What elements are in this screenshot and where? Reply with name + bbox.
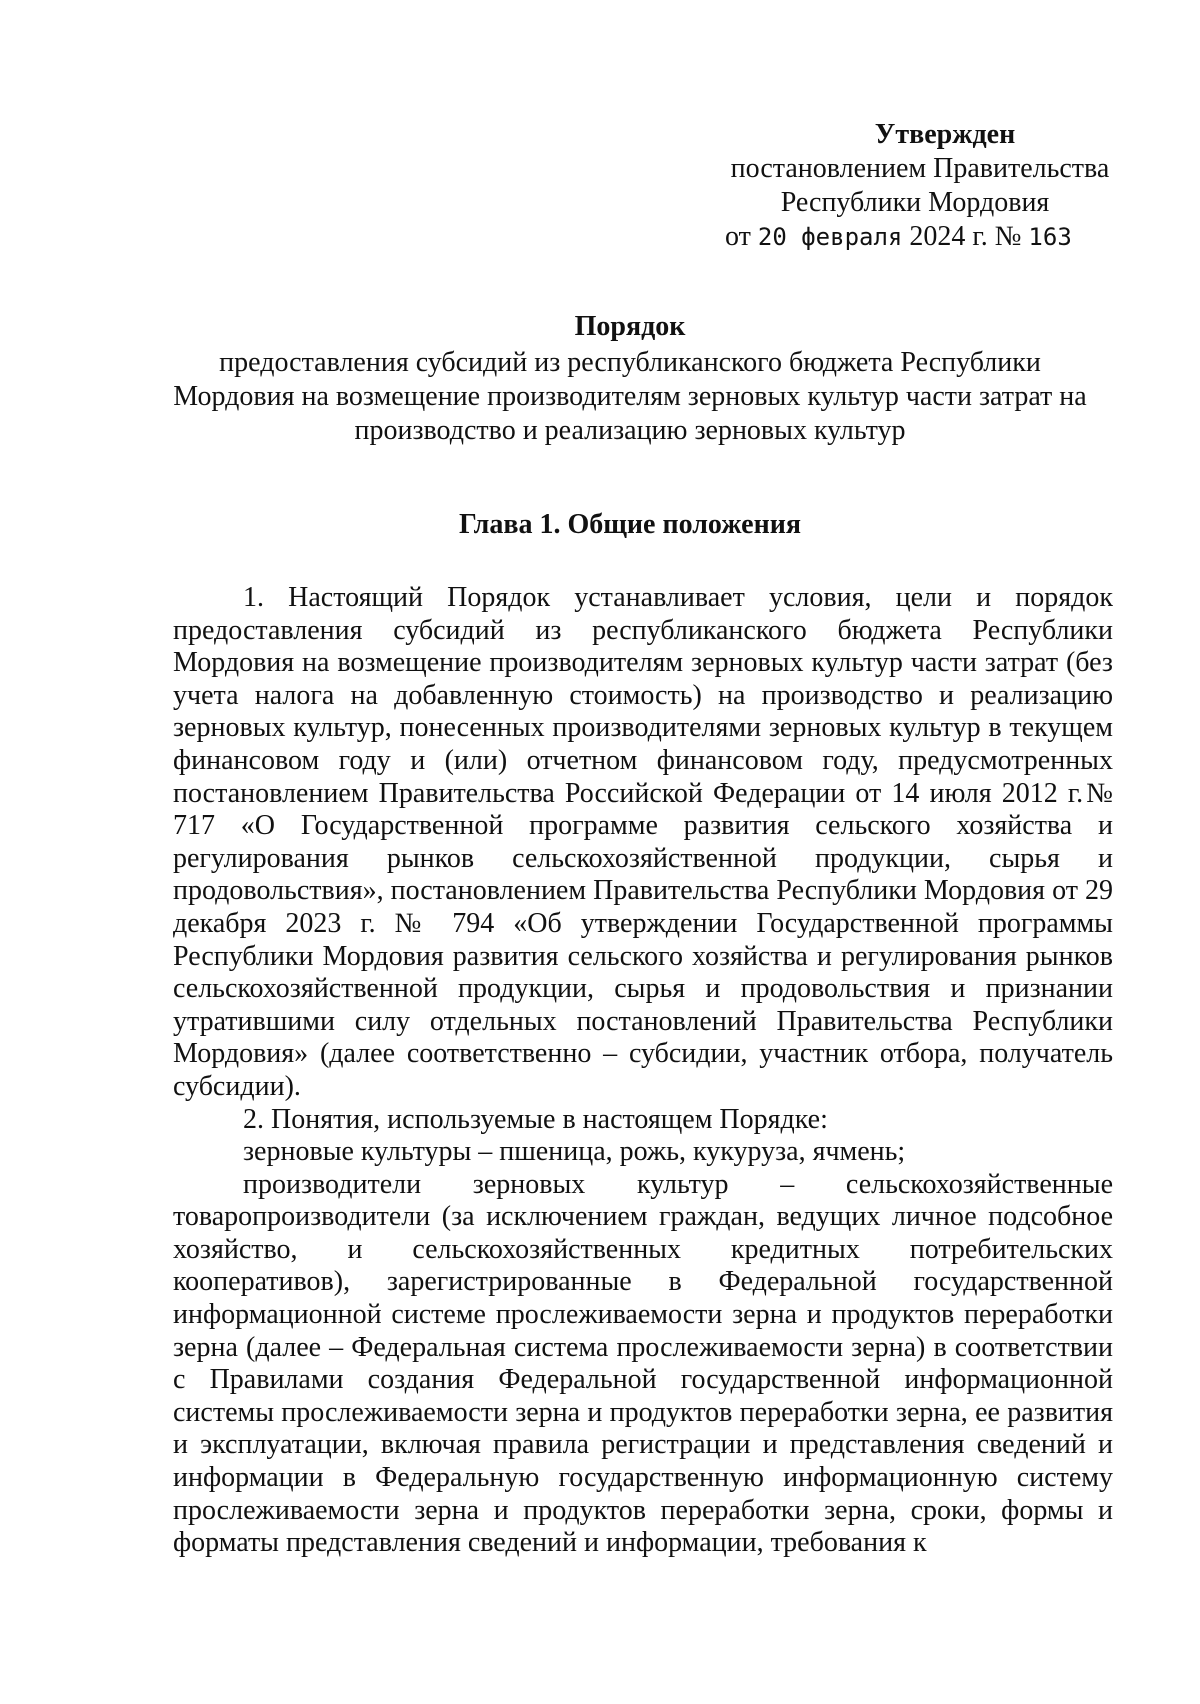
document-body: [173, 582, 1113, 1560]
date-year: 2024 г. №: [909, 221, 1022, 252]
subtitle-line: предоставления субсидий из республиканского бюджета Республики: [219, 347, 1041, 378]
handwritten-date: 20 февраля: [757, 223, 903, 251]
approval-authority: постановлением Правительства: [730, 153, 1110, 184]
document-title: Порядок: [574, 311, 686, 342]
subtitle-line: Мордовия на возмещение производителям зерновых культур части затрат на: [173, 381, 1087, 412]
chapter-heading: Глава 1. Общие положения: [458, 509, 801, 540]
subtitle-line: производство и реализацию зерновых культур: [354, 415, 906, 446]
definition-grain-crops: зерновые культуры – пшеница, рожь, кукуруза, ячмень;: [243, 1136, 906, 1168]
definition-producers: производители зерновых культур – сельскохозяйственные товаропроизводители (за исключением граждан, ведущих личное подсобное хозяйство, и сельскохозяйственных кредитных потребительских кооперативов), зарегистрированные в Федеральной государственной информационной системе прослеживаемости зерна и продуктов переработки зерна (далее – Федеральная система прослеживаемости зерна) в соответствии с Правилами создания Федеральной государственной информационной системы прослеживаемости зерна и продуктов переработки зерна, ее развития и эксплуатации, включая правила регистрации и представления сведений и информации в Федеральную государственную информационную систему прослеживаемости зерна и продуктов переработки зерна, сроки, формы и форматы представления сведений и информации, требования к: [173, 1168, 1113, 1559]
handwritten-number: 163: [1028, 223, 1072, 251]
document-title-block: [170, 310, 1090, 448]
paragraph-2: 2. Понятия, используемые в настоящем Порядке:: [243, 1103, 828, 1135]
approval-heading: Утвержден: [874, 119, 1016, 150]
approval-date-line: [700, 220, 1120, 254]
approval-region: Республики Мордовия: [780, 187, 1050, 218]
date-prefix: от: [725, 221, 751, 252]
approval-stamp: [700, 118, 1120, 254]
paragraph-1: 1. Настоящий Порядок устанавливает условия, цели и порядок предоставления субсидий из республиканского бюджета Республики Мордовия на возмещение производителям зерновых культур части затрат (без учета налога на добавленную стоимость) на производство и реализацию зерновых культур, понесенных производителями зерновых культур в текущем финансовом году и (или) отчетном финансовом году, предусмотренных постановлением Правительства Российской Федерации от 14 июля 2012 г.№ 717 «О Государственной программе развития сельского хозяйства и регулирования рынков сельскохозяйственной продукции, сырья и продовольствия», постановлением Правительства Республики Мордовия от 29 декабря 2023 г. № 794 «Об утверждении Государственной программы Республики Мордовия развития сельского хозяйства и регулирования рынков сельскохозяйственной продукции, сырья и продовольствия и признании утратившими силу отдельных постановлений Правительства Республики Мордовия» (далее соответственно – субсидии, участник отбора, получатель субсидии).: [173, 582, 1113, 1102]
